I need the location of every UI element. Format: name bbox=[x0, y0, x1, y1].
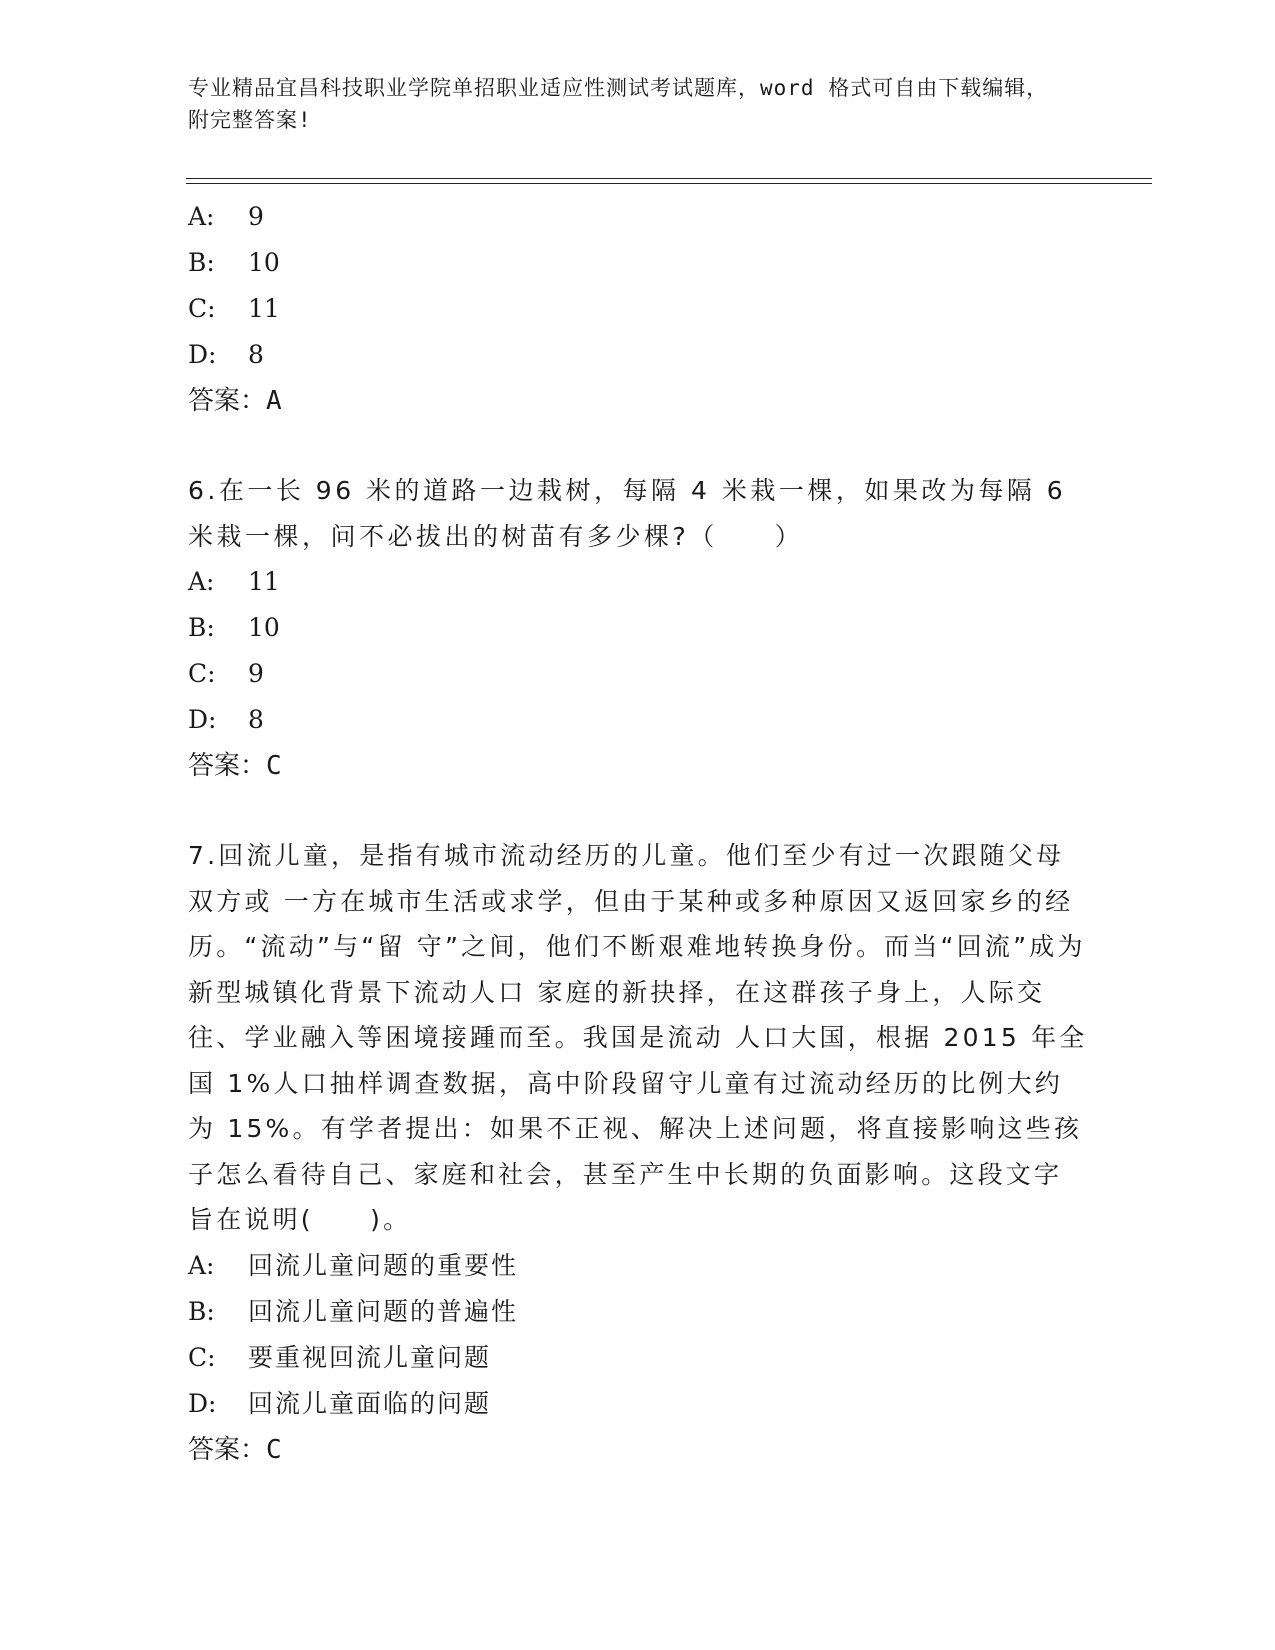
option-c bbox=[188, 651, 1088, 697]
answer-value: A bbox=[266, 386, 282, 416]
option-label: D: bbox=[188, 1388, 217, 1418]
option-text: 11 bbox=[248, 567, 280, 596]
option-label: B: bbox=[188, 1296, 215, 1326]
option-a bbox=[188, 194, 1088, 240]
option-text: 回流儿童问题的普遍性 bbox=[248, 1296, 519, 1326]
option-label: A: bbox=[188, 1250, 215, 1280]
option-text: 回流儿童问题的重要性 bbox=[248, 1250, 519, 1280]
option-text: 8 bbox=[248, 705, 264, 734]
option-label: D: bbox=[188, 705, 217, 734]
answer-label: 答案： bbox=[188, 751, 267, 781]
option-label: B: bbox=[188, 248, 215, 277]
question-6 bbox=[188, 468, 1088, 789]
option-text: 要重视回流儿童问题 bbox=[248, 1342, 492, 1372]
option-a bbox=[188, 559, 1088, 605]
answer-label: 答案： bbox=[188, 1434, 267, 1465]
option-label: C: bbox=[188, 1342, 216, 1372]
option-text: 10 bbox=[248, 613, 280, 642]
answer-value: C bbox=[266, 751, 282, 781]
header-divider-top bbox=[186, 178, 1152, 179]
answer-label: 答案： bbox=[188, 386, 267, 416]
option-label: A: bbox=[188, 567, 215, 596]
option-label: A: bbox=[188, 202, 215, 231]
option-d bbox=[188, 697, 1088, 743]
option-c bbox=[188, 286, 1088, 332]
question-7 bbox=[188, 833, 1088, 1473]
option-text: 8 bbox=[248, 340, 264, 369]
question-stem: 6.在一长 96 米的道路一边栽树，每隔 4 米栽一棵，如果改为每隔 6 米栽一棵，问不必拔出的树苗有多少棵?（ ） bbox=[188, 476, 1067, 551]
option-label: C: bbox=[188, 294, 216, 323]
question-5-tail bbox=[188, 194, 1088, 424]
option-text: 9 bbox=[248, 202, 264, 231]
option-b bbox=[188, 1289, 1088, 1335]
option-label: C: bbox=[188, 659, 216, 688]
option-d bbox=[188, 332, 1088, 378]
header-divider-bottom bbox=[186, 183, 1152, 184]
header-text: 专业精品宜昌科技职业学院单招职业适应性测试考试题库，word 格式可自由下载编辑，附完整答案! bbox=[188, 76, 1049, 132]
option-text: 9 bbox=[248, 659, 264, 688]
question-stem: 7.回流儿童，是指有城市流动经历的儿童。他们至少有过一次跟随父母双方或 一方在城市生活或求学，但由于某种或多种原因又返回家乡的经历。“流动”与“留 守”之间，他们不断艰难地转换身份。而当“回流”成为新型城镇化背景下流动人口 家庭的新抉择，在这群孩子身上，人际交往、学业融入等困境接踵而至。我国是流动 人口大国，根据 2015 年全国 1%人口抽样调查数据，高中阶段留守儿童有过流动经历的比例大约为 15%。有学者提出：如果不正视、解决上述问题，将直接影响这些孩 子怎么看待自己、家庭和社会，甚至产生中长期的负面影响。这段文字旨在说明( )。 bbox=[188, 841, 1088, 1234]
answer-value: C bbox=[266, 1434, 282, 1465]
answer-line bbox=[188, 378, 1088, 424]
option-d bbox=[188, 1381, 1088, 1427]
option-label: D: bbox=[188, 340, 217, 369]
option-b bbox=[188, 240, 1088, 286]
option-text: 回流儿童面临的问题 bbox=[248, 1388, 492, 1418]
option-c bbox=[188, 1335, 1088, 1381]
option-text: 10 bbox=[248, 248, 280, 277]
option-text: 11 bbox=[248, 294, 280, 323]
question-content bbox=[188, 194, 1088, 1473]
document-header bbox=[188, 72, 1068, 136]
option-b bbox=[188, 605, 1088, 651]
answer-line bbox=[188, 1427, 1088, 1473]
option-label: B: bbox=[188, 613, 215, 642]
answer-line bbox=[188, 743, 1088, 789]
option-a bbox=[188, 1243, 1088, 1289]
